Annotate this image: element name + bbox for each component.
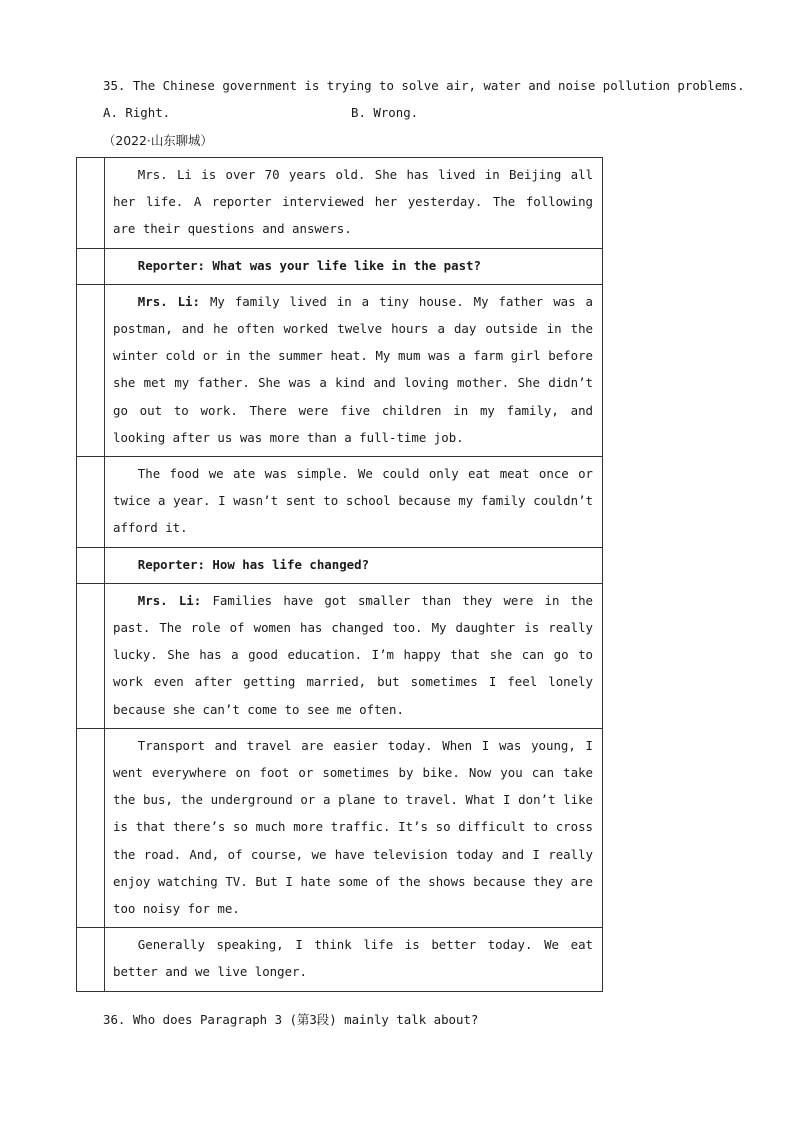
option-a[interactable]: A. Right. — [103, 105, 171, 120]
passage-row-answer-2 — [76, 584, 603, 729]
passage-row-intro — [76, 158, 603, 249]
intro-paragraph: Mrs. Li is over 70 years old. She has lived in Beijing all her life. A reporter interviewed her yesterday. The following are their questions and answers. — [113, 167, 593, 237]
source-tag: （2022·山东聊城） — [103, 133, 213, 148]
passage-row-answer-1b — [76, 457, 603, 548]
speaker-label: Mrs. Li: — [137, 293, 200, 309]
answer-2-paragraph — [113, 587, 593, 723]
passage-table — [76, 157, 603, 992]
passage-row-answer-1 — [76, 285, 603, 457]
passage-row-question-1 — [76, 249, 603, 285]
answer-2-text: Families have got smaller than they were in the past. The role of women has changed too. My daughter is really lucky. She has a good education. I’m happy that she can go to work even after getting married, but sometimes I feel lonely because she can’t come to see me often. — [113, 592, 593, 717]
option-b[interactable]: B. Wrong. — [351, 105, 419, 120]
question-35: 35. The Chinese government is trying to solve air, water and noise pollution problems. — [103, 78, 745, 93]
answer-1-text: My family lived in a tiny house. My father was a postman, and he often worked twelve hours a day outside in the winter cold or in the summer heat. My mum was a farm girl before she met my father. She was a kind and loving mother. She didn’t go out to work. There were five children in my family, and looking after us was more than a full-time job. — [113, 293, 593, 445]
speaker-label: Mrs. Li: — [137, 592, 202, 608]
answer-2b-paragraph: Transport and travel are easier today. When I was young, I went everywhere on foot or sometimes by bike. Now you can take the bus, the underground or a plane to travel. What I don’t like is that there’s so much more traffic. It’s so difficult to cross the road. And, of course, we have television today and I really enjoy watching TV. But I hate some of the shows because they are too noisy for me. — [113, 737, 593, 917]
answer-2c-paragraph: Generally speaking, I think life is better today. We eat better and we live longer. — [113, 937, 593, 980]
question-36: 36. Who does Paragraph 3 (第3段) mainly talk about? — [103, 1012, 479, 1027]
reporter-question-1: Reporter: What was your life like in the past? — [137, 257, 481, 273]
answer-1-paragraph — [113, 288, 593, 451]
passage-row-question-2 — [76, 548, 603, 584]
reporter-question-2: Reporter: How has life changed? — [137, 556, 370, 572]
passage-row-answer-2c — [76, 928, 603, 991]
answer-1b-paragraph: The food we ate was simple. We could only eat meat once or twice a year. I wasn’t sent to school because my family couldn’t afford it. — [113, 466, 593, 536]
passage-row-answer-2b — [76, 729, 603, 928]
